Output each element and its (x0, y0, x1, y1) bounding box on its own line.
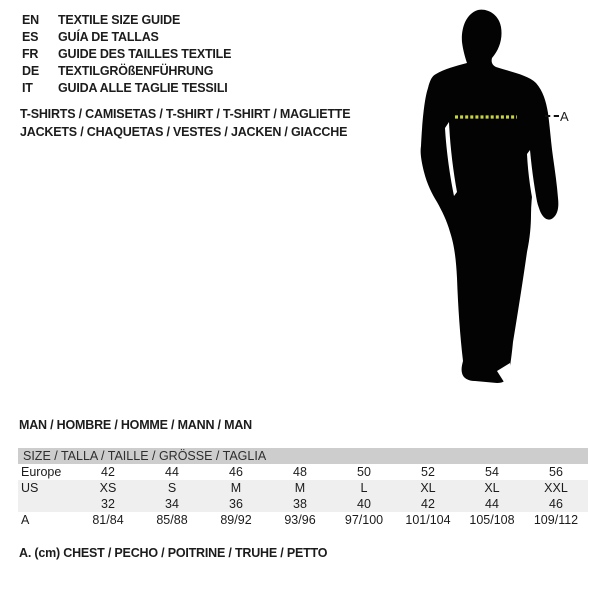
size-table (18, 448, 588, 528)
table-cell: 46 (549, 497, 563, 511)
language-label: GUIDE DES TAILLES TEXTILE (58, 47, 232, 61)
list-item (22, 12, 231, 29)
table-cell: 56 (549, 465, 563, 479)
language-code: ES (22, 30, 39, 44)
list-item (22, 80, 231, 97)
table-cell: M (230, 481, 242, 495)
list-item (22, 29, 231, 46)
table-cell: 32 (101, 497, 115, 511)
language-code: DE (22, 64, 39, 78)
table-row-us-numbers (18, 496, 588, 512)
language-code: FR (22, 47, 39, 61)
table-cell: 101/104 (405, 513, 451, 527)
table-cell: 81/84 (92, 513, 124, 527)
table-cell: M (294, 481, 306, 495)
table-cell: 109/112 (533, 513, 579, 527)
table-cell: 34 (165, 497, 179, 511)
table-cell: XL (420, 481, 436, 495)
row-label (18, 496, 76, 512)
row-label: A (21, 513, 30, 527)
table-cell: 54 (485, 465, 499, 479)
language-label: TEXTILE SIZE GUIDE (58, 13, 181, 27)
language-label: GUÍA DE TALLAS (58, 30, 159, 44)
section-heading: MAN / HOMBRE / HOMME / MANN / MAN (19, 418, 252, 432)
table-row-us-letters (18, 480, 588, 496)
table-cell: XL (484, 481, 500, 495)
table-cell: L (360, 481, 368, 495)
table-cell: 97/100 (344, 513, 384, 527)
table-header: SIZE / TALLA / TAILLE / GRÖSSE / TAGLIA (18, 448, 588, 464)
table-cell: 36 (229, 497, 243, 511)
row-label: Europe (21, 465, 62, 479)
man-silhouette (370, 0, 600, 400)
table-cell: XS (99, 481, 117, 495)
language-code: EN (22, 13, 39, 27)
language-list (22, 12, 231, 97)
table-cell: 42 (421, 497, 435, 511)
category-line-tshirts: T-SHIRTS / CAMISETAS / T-SHIRT / T-SHIRT / MAGLIETTE (20, 107, 351, 121)
list-item (22, 63, 231, 80)
language-label: TEXTILGRÖßENFÜHRUNG (58, 64, 214, 78)
table-cell: 42 (101, 465, 115, 479)
measurement-footnote: A. (cm) CHEST / PECHO / POITRINE / TRUHE / PETTO (19, 546, 328, 560)
table-cell: 46 (229, 465, 243, 479)
table-cell: 48 (293, 465, 307, 479)
measure-leader-line (545, 115, 559, 117)
table-cell: 44 (485, 497, 499, 511)
table-cell: 40 (357, 497, 371, 511)
list-item (22, 46, 231, 63)
language-code: IT (22, 81, 33, 95)
table-cell: 105/108 (469, 513, 515, 527)
row-label: US (21, 481, 39, 495)
table-cell: XXL (544, 481, 568, 495)
table-cell: 50 (357, 465, 371, 479)
table-cell: 93/96 (284, 513, 316, 527)
table-cell: 38 (293, 497, 307, 511)
table-cell: 85/88 (156, 513, 188, 527)
table-row-europe (18, 464, 588, 480)
table-cell: 52 (421, 465, 435, 479)
table-cell: S (167, 481, 177, 495)
table-cell: 44 (165, 465, 179, 479)
table-row-chest (18, 512, 588, 528)
category-line-jackets: JACKETS / CHAQUETAS / VESTES / JACKEN / GIACCHE (20, 125, 348, 139)
language-label: GUIDA ALLE TAGLIE TESSILI (58, 81, 228, 95)
measure-label: A (560, 109, 569, 124)
table-cell: 89/92 (220, 513, 252, 527)
category-lines (20, 105, 350, 141)
